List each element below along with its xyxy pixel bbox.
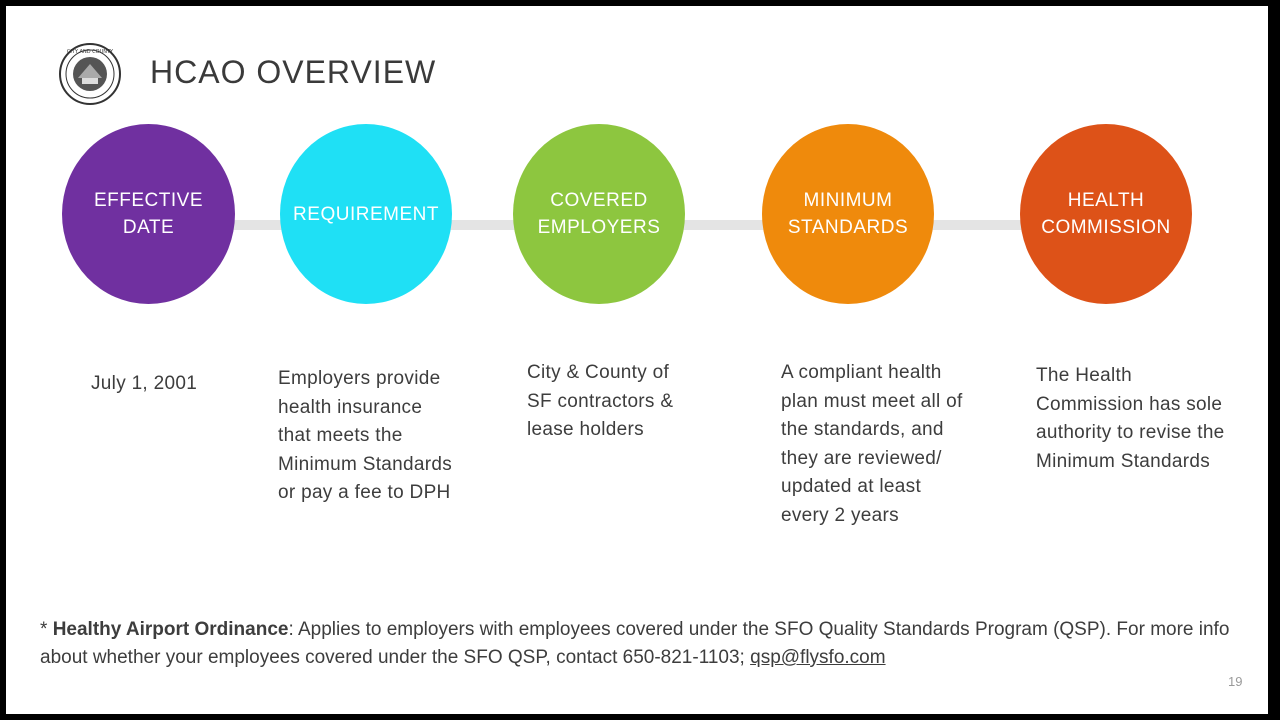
contact-email-link[interactable]: qsp@flysfo.com [750, 647, 886, 668]
step-label-covered-employers: COVERED EMPLOYERS [537, 190, 661, 238]
step-description-health-commission: The Health Commission has sole authority to revise the Minimum Standards [1036, 365, 1225, 472]
step-circle-effective-date [62, 124, 235, 304]
step-label-requirement: REQUIREMENT [293, 203, 439, 225]
step-label-effective-date: EFFECTIVE DATE [93, 190, 203, 238]
step-circle-health-commission [1020, 124, 1192, 304]
step-label-health-commission: HEALTH COMMISSION [1041, 190, 1171, 238]
step-description-covered-employers: City & County of SF contractors & lease holders [527, 362, 674, 440]
page-title: HCAO OVERVIEW [150, 54, 437, 90]
footnote-bold-title: Healthy Airport Ordinance [52, 619, 289, 640]
footnote [40, 616, 1240, 672]
step-description-effective-date: July 1, 2001 [91, 373, 198, 394]
step-circle-covered-employers [513, 124, 685, 304]
svg-text:CITY AND COUNTY: CITY AND COUNTY [66, 49, 114, 55]
footnote-text: : Applies to employers with employees covered under the SFO Quality Standards Program (QSP). For more info about whether your employees covered under the SFO QSP, contact 650-821-1103; [40, 619, 1230, 668]
step-circle-minimum-standards [762, 124, 934, 304]
step-label-minimum-standards: MINIMUM STANDARDS [787, 190, 909, 238]
step-circle-requirement [280, 124, 452, 304]
footnote-prefix: * [40, 619, 53, 640]
step-description-requirement: Employers provide health insurance that meets the Minimum Standards or pay a fee to DPH [278, 368, 453, 503]
slide [6, 6, 1268, 714]
page-number: 19 [1228, 674, 1243, 689]
city-county-seal-icon [58, 42, 122, 106]
step-description-minimum-standards: A compliant health plan must meet all of the standards, and they are reviewed/ updated at least every 2 years [781, 362, 963, 526]
